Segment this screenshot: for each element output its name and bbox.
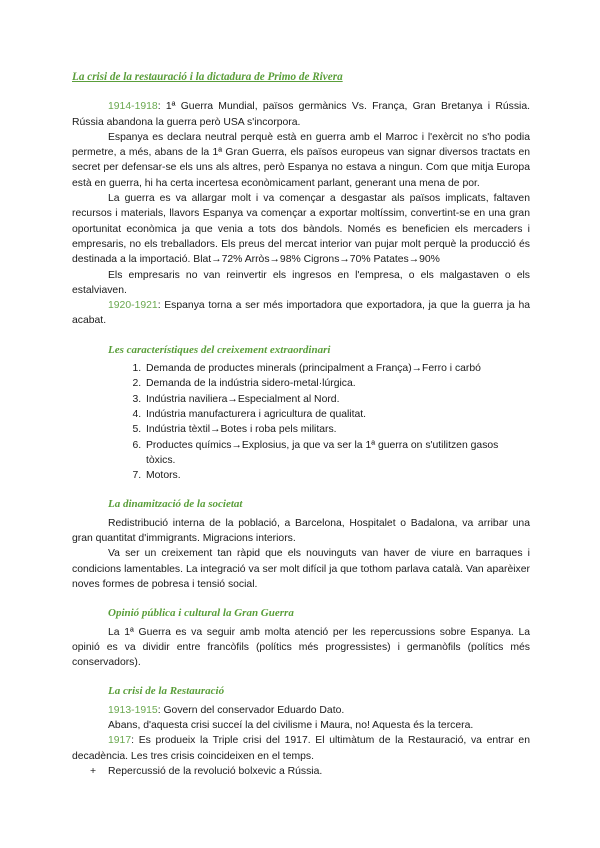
paragraph-opinion: La 1ª Guerra es va seguir amb molta atenció per les repercussions sobre Espanya. La opinió es va dividir entre francòfils (polítics més progressistes) i germanòfils (polítics més conservadors).: [72, 626, 530, 669]
heading-growth-features: Les característiques del creixement extraordinari: [108, 343, 331, 356]
list-item: 1. Demanda de productes minerals (principalment a França)→Ferro i carbó: [144, 361, 530, 376]
list-item: 2. Demanda de la indústria sidero-metal·lúrgica.: [144, 376, 530, 391]
heading-public-opinion: Opinió pública i cultural la Gran Guerra: [108, 607, 294, 620]
document-page: [72, 70, 530, 779]
paragraph-neutrality: Espanya es declara neutral perquè està en guerra amb el Marroc i l'exèrcit no s'ho podia permetre, a més, abans de la 1ª Gran Guerra, els països europeus van signar diversos tractats en secret per defensar-se els uns als altres, però Espanya no estava a ningun. Com que mitja Europa està en guerra, hi ha certa incertesa econòmicament parlant, generant una mena de por.: [72, 131, 530, 189]
list-item: 6. Productes químics→Explosius, ja que va ser la 1ª guerra on s'utilitzen gasos tòxics.: [144, 438, 530, 469]
paragraph-postwar: [72, 298, 530, 329]
paragraph-1917-text: : Es produeix la Triple crisi del 1917. El ultimàtum de la Restauració, va entrar en decadència. Les tres crisis coincideixen en el temps.: [72, 735, 530, 762]
heading-society: La dinamització de la societat: [108, 498, 243, 511]
date-1914-1918: 1914-1918: [108, 101, 158, 113]
paragraph-ww1: [72, 99, 530, 130]
date-1917: 1917: [108, 735, 132, 747]
paragraph-dato: [72, 703, 530, 718]
list-item: 5. Indústria tèxtil→Botes i roba pels militars.: [144, 422, 530, 437]
paragraph-postwar-text: : Espanya torna a ser més importadora que exportadora, ja que la guerra ja ha acabat.: [72, 300, 530, 327]
list-item: 7. Motors.: [144, 468, 530, 483]
plus-bullet-icon: +: [90, 765, 97, 777]
growth-features-list: [72, 361, 530, 483]
paragraph-growth-effects: Va ser un creixement tan ràpid que els nouvinguts van haver de viure en barraques i condicions lamentables. La integració va ser molt difícil ja que tothom parlava català. Van aparèixer noves formes de pobresa i tensió social.: [72, 548, 530, 590]
heading-restoration-crisis: La crisi de la Restauració: [108, 685, 225, 698]
paragraph-reinvestment: Els empresaris no van reinvertir els ingresos en l'empresa, o els malgastaven o els estalviaven.: [72, 269, 530, 296]
paragraph-earlier-crisis: Abans, d'aquesta crisi succeí la del civilisme i Maura, no! Aquesta és la tercera.: [108, 719, 474, 731]
date-1920-1921: 1920-1921: [108, 300, 158, 312]
bullet-text: Repercussió de la revolució bolxevic a Rússia.: [108, 765, 323, 777]
paragraph-migration: Redistribució interna de la població, a Barcelona, Hospitalet o Badalona, va arribar una gran quantitat d'immigrants. Migracions interiors.: [72, 517, 530, 545]
paragraph-ww1-text: : 1ª Guerra Mundial, països germànics Vs. França, Gran Bretanya i Rússia. Rússia abandona la guerra però USA s'incorpora.: [72, 101, 530, 128]
list-item: 3. Indústria naviliera→Especialment al Nord.: [144, 392, 530, 407]
bullet-item: [72, 764, 530, 779]
list-item: 4. Indústria manufacturera i agricultura de qualitat.: [144, 407, 530, 422]
date-1913-1915: 1913-1915: [108, 704, 158, 716]
paragraph-1917: [72, 733, 530, 764]
document-title: La crisi de la restauració i la dictadura de Primo de Rivera: [72, 71, 343, 83]
paragraph-dato-text: : Govern del conservador Eduardo Dato.: [157, 704, 345, 716]
paragraph-exports: La guerra es va allargar molt i va començar a desgastar als països implicats, faltaven recursos i materials, llavors Espanya va començar a exportar moltíssim, convertint-se en una gran oportunitat econòmica ja que venia a tots dos bàndols. Només es beneficien els mercaders i empresaris, no els treballadors. Els preus del mercat interior van pujar molt perquè la producció és destinada a la importació. Blat→72% Arròs→98% Cigrons→70% Patates→90%: [72, 193, 530, 266]
